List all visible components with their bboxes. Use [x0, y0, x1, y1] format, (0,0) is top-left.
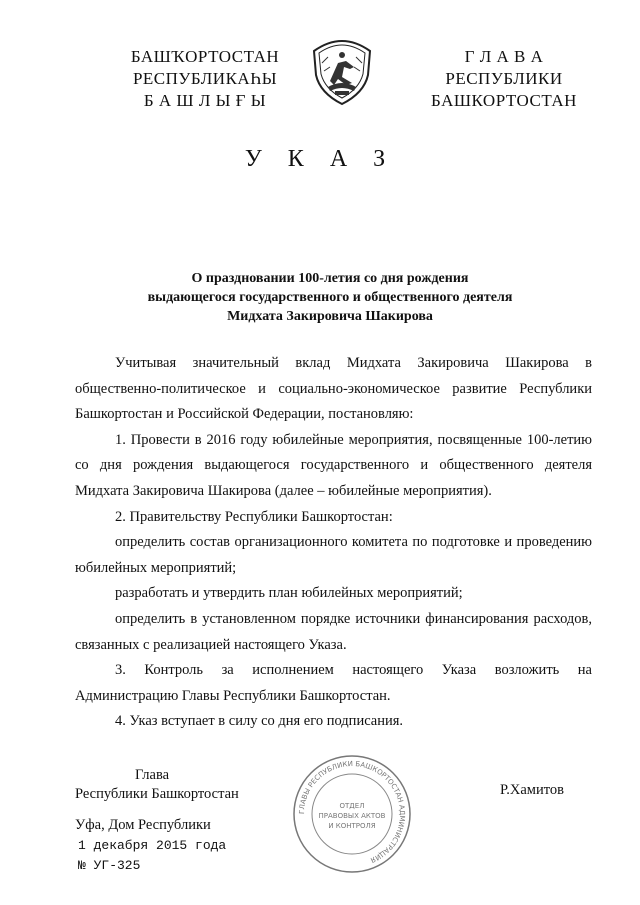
issue-date: 1 декабря 2015 года: [78, 838, 227, 853]
body-paragraph: 3. Контроль за исполнением настоящего Указа возложить на Администрацию Главы Республики Башкортостан.: [75, 662, 592, 704]
signature-line-2: Республики Башкортостан: [75, 786, 239, 802]
signature-title: [75, 766, 295, 804]
header-right-line-1: Г Л А В А: [464, 47, 544, 66]
body-paragraph: определить состав организационного комитета по подготовке и проведению юбилейных мероприятий;: [75, 534, 592, 576]
issue-place: Уфа, Дом Республики: [75, 817, 211, 833]
document-body: [75, 351, 592, 735]
header-left: [100, 46, 310, 112]
header-left-line-3: Б А Ш Л Ы Ғ Ы: [143, 91, 267, 110]
subject-line-2: выдающегося государственного и общественного деятеля: [147, 290, 513, 305]
body-paragraph: определить в установленном порядке источники финансирования расходов, связанных с реализацией настоящего Указа.: [75, 610, 592, 653]
header-right: [404, 46, 604, 112]
header-right-line-3: БАШКОРТОСТАН: [431, 91, 577, 110]
stamp-center-line-2: ПРАВОВЫХ АКТОВ: [318, 812, 386, 820]
signature-line-1: Глава: [135, 767, 170, 783]
document-number: № УГ-325: [78, 858, 141, 873]
stamp-center-line-1: ОТДЕЛ: [339, 802, 365, 810]
header-left-line-1: БАШҠОРТОСТАН: [130, 47, 280, 66]
body-paragraph: разработать и утвердить план юбилейных мероприятий;: [115, 585, 463, 602]
signatory-name: Р.Хамитов: [500, 782, 564, 798]
body-paragraph: 1. Провести в 2016 году юбилейные мероприятия, посвященные 100-летию со дня рождения выдающегося государственного и общественного деятеля Мидхата Закировича Шакирова (далее – юбилейные мероприятия).: [75, 431, 592, 499]
subject-line-3: Мидхата Закировича Шакирова: [227, 309, 433, 324]
body-paragraph: 4. Указ вступает в силу со дня его подписания.: [115, 713, 404, 730]
header-left-line-2: РЕСПУБЛИКАҺЫ: [132, 69, 278, 88]
body-paragraph: Учитывая значительный вклад Мидхата Закировича Шакирова в общественно-политическое и социально-экономическое развитие Республики Башкортостан и Российской Федерации, постановляю:: [75, 355, 592, 423]
subject-line-1: О праздновании 100-летия со дня рождения: [191, 271, 469, 286]
header-right-line-2: РЕСПУБЛИКИ: [445, 69, 563, 88]
stamp-ring-textpath: ГЛАВЫ РЕСПУБЛИКИ БАШКОРТОСТАН АДМИНИСТРАЦИЯ: [297, 759, 407, 865]
stamp-center-line-3: И КОНТРОЛЯ: [328, 822, 376, 830]
document-title: У К А З: [244, 146, 396, 172]
document-subject: [60, 269, 600, 326]
body-paragraph: 2. Правительству Республики Башкортостан:: [115, 508, 393, 525]
official-stamp: [290, 752, 414, 876]
coat-of-arms-icon: [308, 33, 376, 107]
